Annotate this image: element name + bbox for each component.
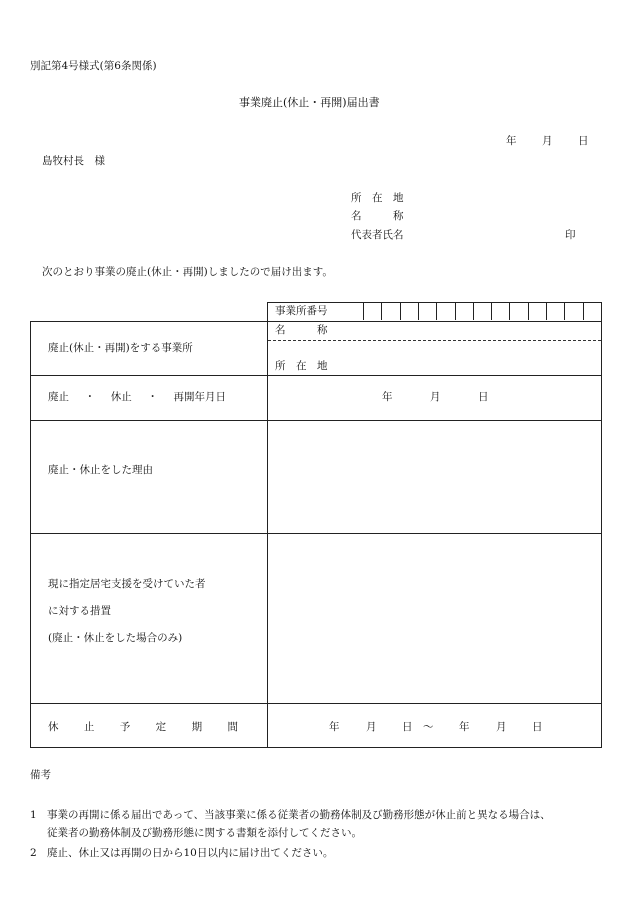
office-number-cell-divider (363, 302, 364, 320)
row5-label (48, 722, 238, 733)
row5-label-char: 間 (227, 721, 238, 733)
table-border (30, 703, 601, 704)
table-border (267, 302, 601, 303)
table-border (601, 302, 602, 748)
office-number-cell-divider (473, 302, 474, 320)
remark-number: 2 (30, 847, 37, 859)
seal-mark: 印 (565, 229, 576, 241)
row2-year: 年 (382, 391, 393, 403)
addressee: 島牧村長 様 (42, 155, 105, 167)
office-number-cell-divider (400, 302, 401, 320)
row2-label-part: ・ (147, 391, 158, 403)
row5-label-char: 定 (155, 721, 167, 733)
office-number-cell-divider (528, 302, 529, 320)
remarks-heading: 備考 (30, 769, 51, 781)
row5-label-char: 止 (83, 721, 95, 733)
table-divider (267, 302, 268, 748)
row1-label: 廃止(休止・再開)をする事業所 (48, 342, 193, 354)
office-number-cell-divider (583, 302, 584, 320)
dashed-separator (268, 340, 601, 341)
row5-label-char: 期 (191, 721, 203, 733)
row2-day: 日 (478, 391, 489, 403)
applicant-location-label: 所 在 地 (351, 192, 404, 204)
row4-line2: に対する措置 (48, 605, 111, 617)
row2-label-part: ・ (84, 391, 96, 403)
office-number-cell-divider (381, 302, 382, 320)
document-title: 事業廃止(休止・再開)届出書 (239, 96, 380, 109)
row1-name-label: 名 称 (275, 324, 328, 336)
remark-item-1-cont: 従業者の勤務体制及び勤務形態に関する書類を添付してください。 (47, 827, 362, 839)
period-start-month: 月 (366, 721, 377, 733)
row3-label: 廃止・休止をした理由 (48, 464, 153, 476)
office-number-cell-divider (491, 302, 492, 320)
date-year: 年 (506, 135, 517, 147)
table-border (30, 321, 601, 322)
office-number-label: 事業所番号 (275, 305, 328, 317)
intro-text: 次のとおり事業の廃止(休止・再開)しましたので届け出ます。 (42, 266, 333, 278)
remark-text: 廃止、休止又は再開の日から10日以内に届け出てください。 (47, 847, 334, 859)
date-month: 月 (542, 135, 553, 147)
office-number-cell-divider (418, 302, 419, 320)
row4-line3: (廃止・休止をした場合のみ) (48, 632, 183, 644)
office-number-cell-divider (546, 302, 547, 320)
office-number-cell-divider (455, 302, 456, 320)
row5-label-char: 予 (119, 721, 131, 733)
remark-item-2 (30, 848, 333, 859)
table-border (30, 420, 601, 421)
row2-label (48, 392, 226, 403)
date-day: 日 (578, 135, 589, 147)
row2-label-part: 廃止 (48, 391, 69, 403)
row1-location-label: 所 在 地 (275, 360, 328, 372)
remark-number: 1 (30, 809, 37, 821)
period-end-day: 日 (532, 721, 543, 733)
table-border (30, 321, 31, 748)
remark-item-1 (30, 810, 551, 821)
period-end-year: 年 (459, 721, 470, 733)
row4-line1: 現に指定居宅支援を受けていた者 (48, 578, 206, 590)
office-number-cell-divider (564, 302, 565, 320)
form-code: 別記第4号様式(第6条関係) (30, 60, 157, 72)
period-tilde: 〜 (423, 721, 434, 733)
row2-label-part: 休止 (110, 391, 132, 403)
period-end-month: 月 (496, 721, 507, 733)
row2-label-part: 再開年月日 (173, 391, 226, 403)
period-start-year: 年 (329, 721, 340, 733)
period-start-day: 日 (402, 721, 413, 733)
table-border (30, 533, 601, 534)
office-number-cell-divider (436, 302, 437, 320)
remark-text: 事業の再開に係る届出であって、当該事業に係る従業者の勤務体制及び勤務形態が休止前と異なる場合は、 (47, 809, 551, 821)
applicant-name-label: 名 称 (351, 210, 404, 222)
applicant-representative-label: 代表者氏名 (351, 229, 404, 241)
table-border (30, 747, 601, 748)
row5-label-char: 休 (48, 721, 59, 733)
office-number-cell-divider (509, 302, 510, 320)
table-border (30, 375, 601, 376)
row2-month: 月 (430, 391, 441, 403)
